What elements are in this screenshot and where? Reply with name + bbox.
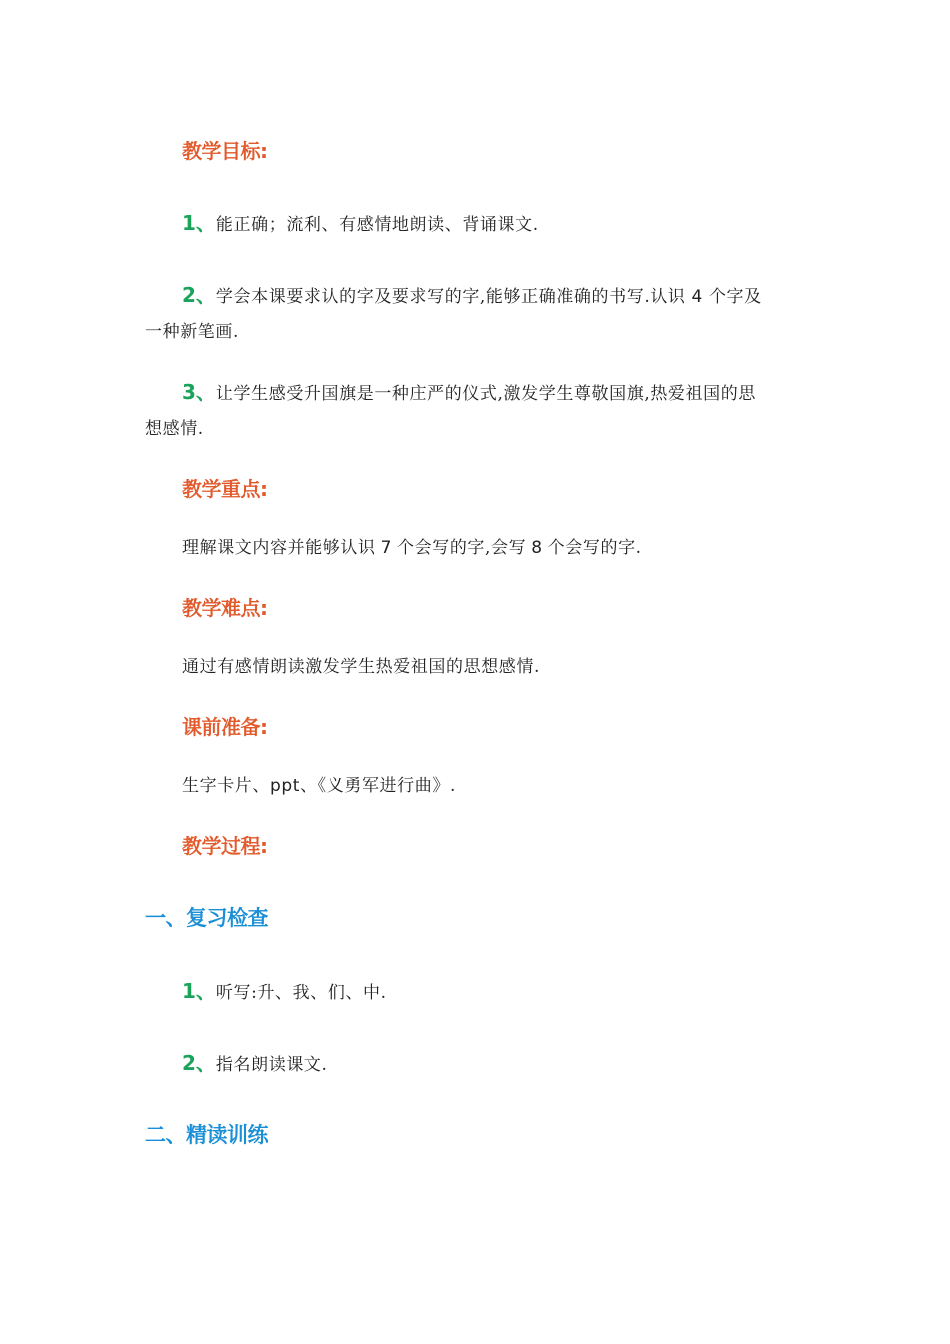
objective-text-continued: 一种新笔画. [145, 322, 240, 342]
section-review-heading: 一、复习检查 [145, 906, 268, 930]
section-reading-heading: 二、精读训练 [145, 1123, 268, 1147]
item-number: 2、 [182, 283, 216, 307]
item-number: 3、 [182, 380, 216, 404]
objective-text-end: 个字及 [708, 287, 762, 307]
objective-number: 4 [691, 287, 703, 307]
item-number: 2、 [182, 1051, 216, 1075]
preparation-ppt: ppt [270, 776, 301, 796]
objective-text: 学会本课要求认的字及要求写的字,能够正确准确的书写.认识 [215, 287, 686, 307]
item-number: 1、 [182, 979, 216, 1003]
objective-item-1 [182, 211, 539, 237]
objective-text: 让学生感受升国旗是一种庄严的仪式,激发学生尊敬国旗,热爱祖国的思 [215, 384, 756, 404]
key-points-heading: 教学重点: [182, 477, 268, 501]
objective-text: 能正确；流利、有感情地朗读、背诵课文. [215, 215, 539, 235]
key-points-number: 8 [531, 538, 543, 558]
objective-item-3 [182, 380, 756, 406]
key-points-part: 个会写的字,会写 [397, 538, 527, 558]
preparation-part: 、《义勇军进行曲》. [300, 776, 456, 796]
objectives-heading: 教学目标: [182, 139, 268, 163]
item-number: 1、 [182, 211, 216, 235]
key-points-text [182, 536, 642, 560]
review-item-2 [182, 1051, 328, 1077]
key-points-part: 理解课文内容并能够认识 [182, 538, 376, 558]
difficulties-heading: 教学难点: [182, 596, 268, 620]
review-text: 听写:升、我、们、中. [215, 983, 387, 1003]
preparation-text [182, 774, 456, 798]
review-item-1 [182, 979, 387, 1005]
difficulties-text: 通过有感情朗读激发学生热爱祖国的思想感情. [182, 657, 541, 677]
objective-text-continued: 想感情. [145, 419, 204, 439]
objective-item-2 [182, 283, 762, 309]
key-points-number: 7 [380, 538, 393, 558]
process-heading: 教学过程: [182, 834, 268, 858]
preparation-part: 生字卡片、 [182, 776, 270, 796]
preparation-heading: 课前准备: [182, 715, 268, 739]
key-points-part: 个会写的字. [547, 538, 642, 558]
review-text: 指名朗读课文. [215, 1055, 328, 1075]
